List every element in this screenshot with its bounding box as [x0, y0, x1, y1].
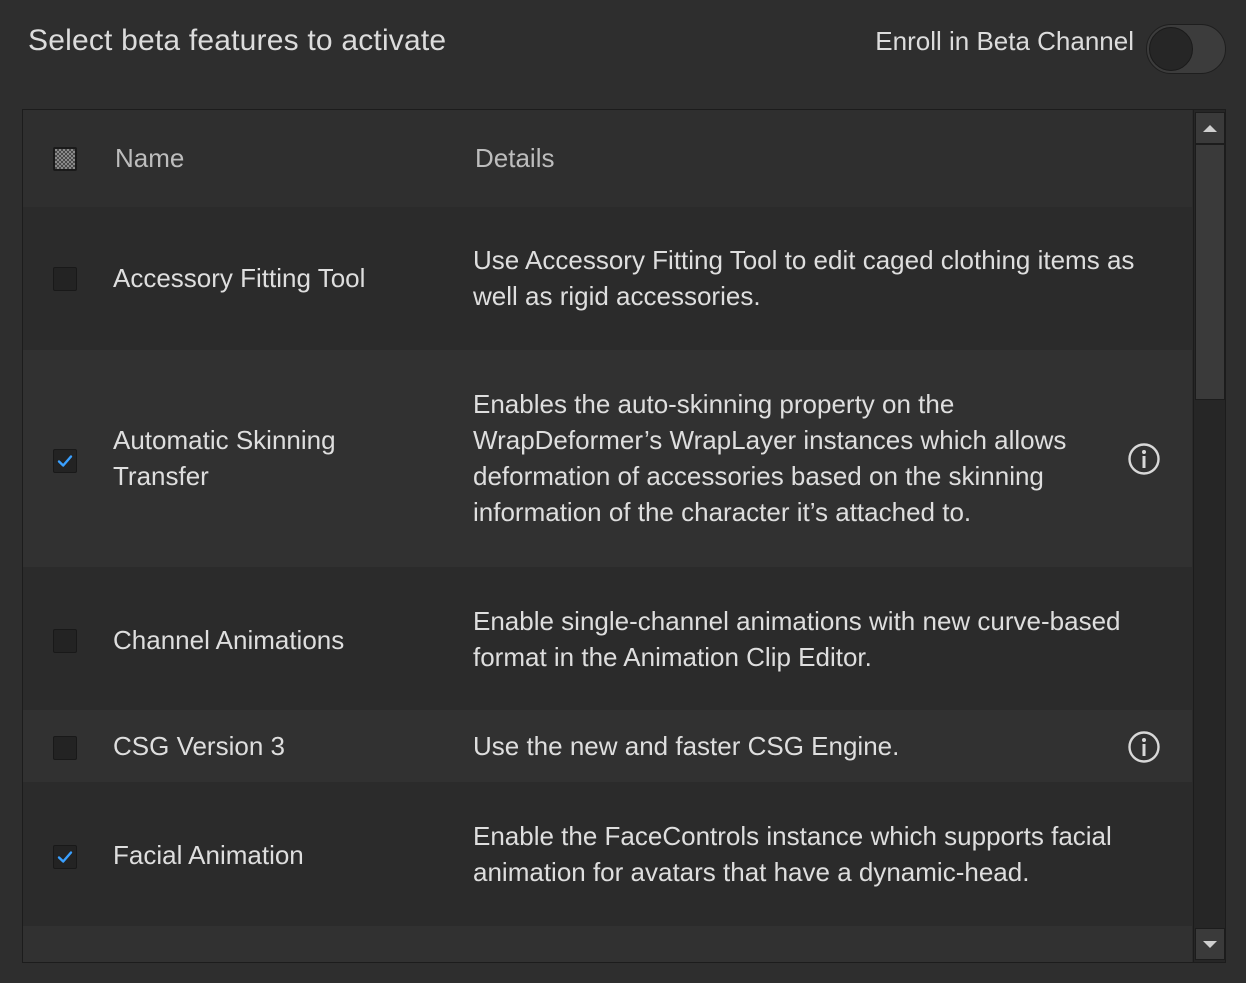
triangle-up-icon: [1196, 113, 1224, 143]
scroll-up-button[interactable]: [1195, 112, 1225, 144]
column-header-name[interactable]: Name: [115, 143, 185, 173]
row-checkbox[interactable]: [53, 629, 77, 653]
select-all-checkbox[interactable]: [53, 147, 77, 171]
info-icon[interactable]: [1127, 730, 1161, 764]
features-table: [23, 110, 1192, 962]
enroll-label: Enroll in Beta Channel: [875, 26, 1134, 56]
scrollbar-thumb[interactable]: [1195, 144, 1225, 400]
feature-details: Use Accessory Fitting Tool to edit caged clothing items as well as rigid accessories.: [473, 245, 1135, 311]
feature-name: CSG Version 3: [113, 731, 285, 761]
feature-details: Use the new and faster CSG Engine.: [473, 731, 900, 761]
page-title: Select beta features to activate: [28, 24, 447, 57]
table-row[interactable]: [23, 782, 1192, 926]
info-icon[interactable]: [1127, 442, 1161, 476]
feature-details: Enable single-channel animations with new curve-based format in the Animation Clip Editor.: [473, 606, 1121, 672]
check-icon: [56, 848, 74, 866]
table-row[interactable]: [23, 350, 1192, 567]
check-icon: [56, 452, 74, 470]
row-checkbox[interactable]: [53, 845, 77, 869]
row-checkbox[interactable]: [53, 736, 77, 760]
feature-name: Automatic Skinning Transfer: [113, 425, 336, 491]
table-row[interactable]: [23, 567, 1192, 710]
table-row[interactable]: [23, 207, 1192, 350]
scroll-down-button[interactable]: [1195, 928, 1225, 960]
beta-features-panel: [22, 109, 1226, 963]
feature-details: Enable the FaceControls instance which supports facial animation for avatars that have a dynamic-head.: [473, 821, 1112, 887]
enroll-beta-toggle[interactable]: [1146, 24, 1226, 74]
table-row[interactable]: [23, 926, 1192, 962]
table-header-row: [23, 110, 1192, 207]
row-checkbox[interactable]: [53, 449, 77, 473]
feature-name: Channel Animations: [113, 625, 345, 655]
feature-details: Enables the auto-skinning property on the WrapDeformer’s WrapLayer instances which allows deformation of accessories based on the skinning information of the character it’s attached to.: [473, 389, 1067, 527]
header: [0, 0, 1246, 92]
row-checkbox[interactable]: [53, 267, 77, 291]
vertical-scrollbar[interactable]: [1193, 110, 1225, 962]
toggle-knob[interactable]: [1149, 27, 1193, 71]
column-header-details[interactable]: Details: [475, 143, 555, 173]
feature-name: Accessory Fitting Tool: [113, 263, 366, 293]
triangle-down-icon: [1196, 929, 1224, 959]
table-row[interactable]: [23, 710, 1192, 782]
feature-name: Facial Animation: [113, 840, 304, 870]
